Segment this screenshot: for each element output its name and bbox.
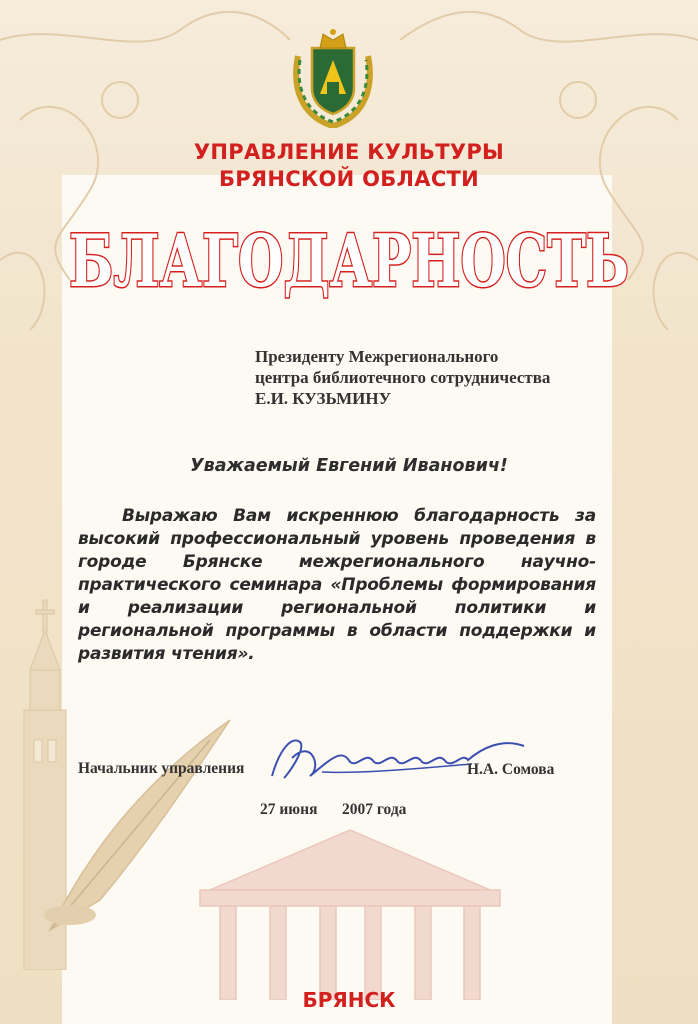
date-year: 2007 года <box>342 801 407 818</box>
addressee-line1: Президенту Межрегионального <box>255 347 499 366</box>
document-title <box>52 218 646 304</box>
addressee-name: Е.И. КУЗЬМИНУ <box>255 389 392 408</box>
addressee-block <box>255 346 550 409</box>
date-day: 27 июня <box>260 801 318 818</box>
footer-city: БРЯНСК <box>302 988 396 1012</box>
title-text: БЛАГОДАРНОСТЬ <box>69 218 629 303</box>
signature <box>262 728 532 788</box>
addressee-line2: центра библиотечного сотрудничества <box>255 368 551 387</box>
coat-of-arms-icon <box>290 26 376 128</box>
signatory-name: Н.А. Сомова <box>467 761 555 778</box>
signatory-role: Начальник управления <box>78 760 245 777</box>
body-text: Выражаю Вам искреннюю благодарность за высокий профессиональный уровень проведения в городе Брянске межрегионального научно-практического семинара «Проблемы формирования и реализации региональной политики и региональной программы в области поддержки и развития чтения». <box>78 506 596 664</box>
greeting: Уважаемый Евгений Иванович! <box>190 456 508 476</box>
department-name-line2: БРЯНСКОЙ ОБЛАСТИ <box>218 167 480 191</box>
department-name-line1: УПРАВЛЕНИЕ КУЛЬТУРЫ <box>193 140 505 164</box>
building-icon <box>190 820 510 1000</box>
